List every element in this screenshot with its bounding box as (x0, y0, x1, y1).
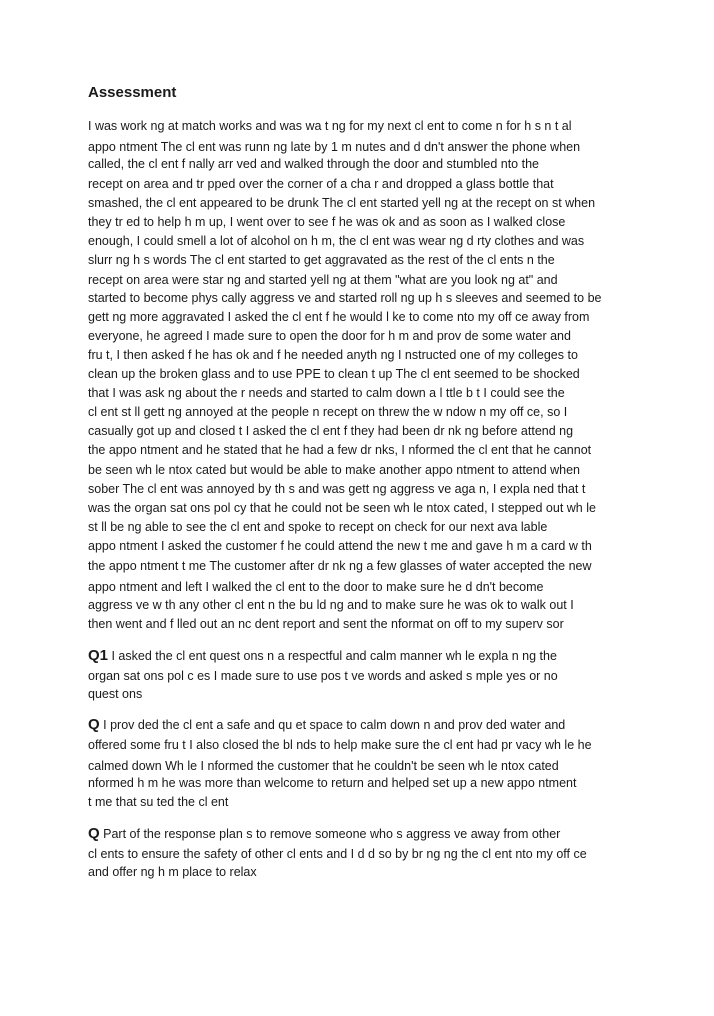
q3-label: Q (88, 825, 100, 842)
page-title: Assessment (88, 84, 177, 101)
q2-line: t me that su ted the cl ent (88, 795, 229, 809)
assessment-line: recept on area were star ng and started yell ng at them "what are you look ng at" and (88, 273, 558, 287)
assessment-line: slurr ng h s words The cl ent started to get aggravated as the rest of the cl ents n the (88, 253, 555, 267)
q3-text: Part of the response plan s to remove someone who s aggress ve away from other (99, 827, 561, 841)
assessment-line: cl ent st ll gett ng annoyed at the people n recept on threw the w ndow n my off ce, so I (88, 405, 568, 419)
assessment-line: appo ntment I asked the customer f he could attend the new t me and gave h m a card w th (88, 539, 592, 553)
assessment-line: was the organ sat ons pol cy that he could not be seen wh le ntox cated, I stepped out wh le (88, 501, 596, 515)
q3-line: and offer ng h m place to relax (88, 865, 257, 879)
assessment-line: started to become phys cally aggress ve and started roll ng up h s sleeves and seemed to be (88, 291, 602, 305)
q1-first-line (88, 648, 557, 663)
assessment-line: I was work ng at match works and was wa t ng for my next cl ent to come n for h s n t al (88, 119, 572, 133)
assessment-line: be seen wh le ntox cated but would be able to make another appo ntment to attend when (88, 463, 581, 477)
assessment-line: casually got up and closed t I asked the cl ent f they had been dr nk ng before attend ng (88, 424, 574, 438)
assessment-line: fru t, I then asked f he has ok and f he needed anyth ng I nstructed one of my colleges to (88, 348, 578, 362)
q2-text: I prov ded the cl ent a safe and qu et space to calm down n and prov ded water and (99, 718, 566, 732)
assessment-line: gett ng more aggravated I asked the cl ent f he would l ke to come nto my off ce away from (88, 310, 590, 324)
q1-text: I asked the cl ent quest ons n a respectful and calm manner wh le expla n ng the (108, 649, 557, 663)
assessment-line: they tr ed to help h m up, I went over to see f he was ok and as soon as I walked close (88, 215, 566, 229)
q2-label: Q (88, 716, 100, 733)
q3-line: cl ents to ensure the safety of other cl ents and I d d so by br ng ng the cl ent nto my off ce (88, 847, 587, 861)
assessment-line: called, the cl ent f nally arr ved and walked through the door and stumbled nto the (88, 157, 539, 171)
assessment-line: enough, I could smell a lot of alcohol on h m, the cl ent was wear ng d rty clothes and was (88, 234, 585, 248)
assessment-line: appo ntment The cl ent was runn ng late by 1 m nutes and d dn't answer the phone when (88, 140, 581, 154)
assessment-line: sober The cl ent was annoyed by th s and was gett ng aggress ve aga n, I expla ned that t (88, 482, 586, 496)
assessment-line: clean up the broken glass and to use PPE to clean t up The cl ent seemed to be shocked (88, 367, 580, 381)
assessment-line: recept on area and tr pped over the corner of a cha r and dropped a glass bottle that (88, 177, 554, 191)
q2-first-line (88, 717, 565, 732)
assessment-line: appo ntment and left I walked the cl ent to the door to make sure he d dn't become (88, 580, 544, 594)
assessment-line: smashed, the cl ent appeared to be drunk The cl ent started yell ng at the recept on st when (88, 196, 596, 210)
q3-first-line (88, 826, 560, 841)
q2-line: calmed down Wh le I nformed the customer that he couldn't be seen wh le ntox cated (88, 759, 559, 773)
q1-line: organ sat ons pol c es I made sure to use pos t ve words and asked s mple yes or no (88, 669, 558, 683)
q2-line: nformed h m he was more than welcome to return and helped set up a new appo ntment (88, 776, 577, 790)
q1-line: quest ons (88, 687, 143, 701)
q1-label: Q1 (88, 647, 109, 664)
assessment-line: that I was ask ng about the r needs and started to calm down a l ttle b t I could see the (88, 386, 565, 400)
assessment-line: everyone, he agreed I made sure to open the door for h m and prov de some water and (88, 329, 571, 343)
assessment-line: the appo ntment t me The customer after dr nk ng a few glasses of water accepted the new (88, 559, 592, 573)
q2-line: offered some fru t I also closed the bl nds to help make sure the cl ent had pr vacy wh le he (88, 738, 592, 752)
assessment-line: then went and f lled out an nc dent report and sent the nformat on off to my superv sor (88, 617, 564, 631)
assessment-line: the appo ntment and he stated that he had a few dr nks, I nformed the cl ent that he cannot (88, 443, 592, 457)
assessment-line: st ll be ng able to see the cl ent and spoke to recept on check for our next ava lable (88, 520, 548, 534)
assessment-line: aggress ve w th any other cl ent n the bu ld ng and to make sure he was ok to walk out I (88, 598, 574, 612)
